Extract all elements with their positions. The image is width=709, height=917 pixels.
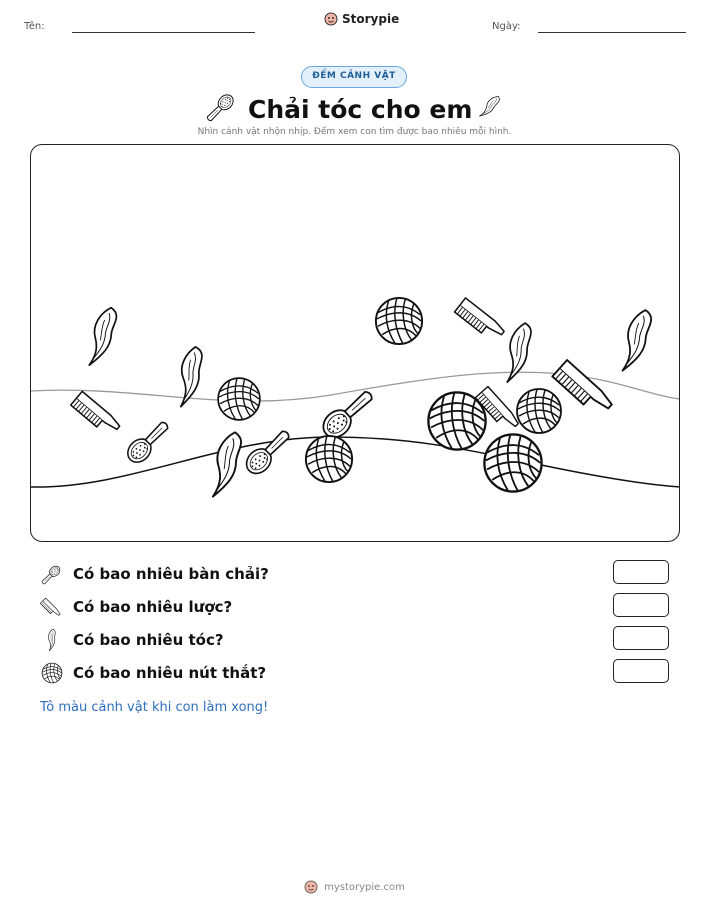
question-text: Có bao nhiêu lược? [73,598,233,616]
answer-box-brush[interactable] [613,560,669,584]
brush-3 [318,385,378,443]
activity-badge: ĐẾM CẢNH VẬT [301,66,407,88]
question-knot [40,661,670,685]
worksheet-header [0,0,709,50]
knot-4 [428,392,485,449]
hair-3 [210,430,242,500]
date-label: Ngày: [492,21,521,32]
page-title: Chải tóc cho em [248,95,473,124]
footer-url[interactable]: mystorypie.com [324,881,405,893]
brush-icon [40,562,64,586]
knot-2 [218,378,260,420]
scene-illustration [31,145,680,542]
comb-icon [40,595,64,619]
title-row [0,92,709,128]
hair-4 [505,322,532,385]
answer-box-knot[interactable] [613,659,669,683]
knot-6 [484,434,541,491]
answer-box-hair[interactable] [613,626,669,650]
storypie-mascot-icon [324,12,338,26]
brand-logo [324,12,399,26]
hair-icon [476,92,504,122]
question-text: Có bao nhiêu bàn chải? [73,565,269,583]
instructions: Nhìn cảnh vật nhộn nhịp. Đếm xem con tìm được bao nhiêu mỗi hình. [197,127,512,137]
comb-1 [71,391,122,437]
ground-line-front [31,437,680,487]
hair-1 [87,305,118,368]
question-brush [40,562,670,586]
name-line[interactable] [72,32,255,33]
question-text: Có bao nhiêu tóc? [73,631,224,649]
name-label: Tên: [24,21,45,32]
comb-2 [455,298,506,343]
brush-1 [123,417,173,467]
hair-icon [40,628,64,652]
question-hair [40,628,670,652]
answer-box-comb[interactable] [613,593,669,617]
knot-5 [517,389,561,433]
question-comb [40,595,670,619]
brush-2 [242,425,295,478]
hair-5 [620,308,653,375]
storypie-mascot-icon [304,880,318,894]
knot-icon [40,661,64,685]
question-text: Có bao nhiêu nút thắt? [73,664,267,682]
knot-3 [306,436,352,482]
brush-icon [204,92,238,122]
knot-1 [376,298,422,344]
footer [0,880,709,894]
counting-scene [30,144,680,542]
brand-name: Storypie [342,12,400,26]
coloring-note: Tô màu cảnh vật khi con làm xong! [40,700,269,715]
date-line[interactable] [538,32,686,33]
